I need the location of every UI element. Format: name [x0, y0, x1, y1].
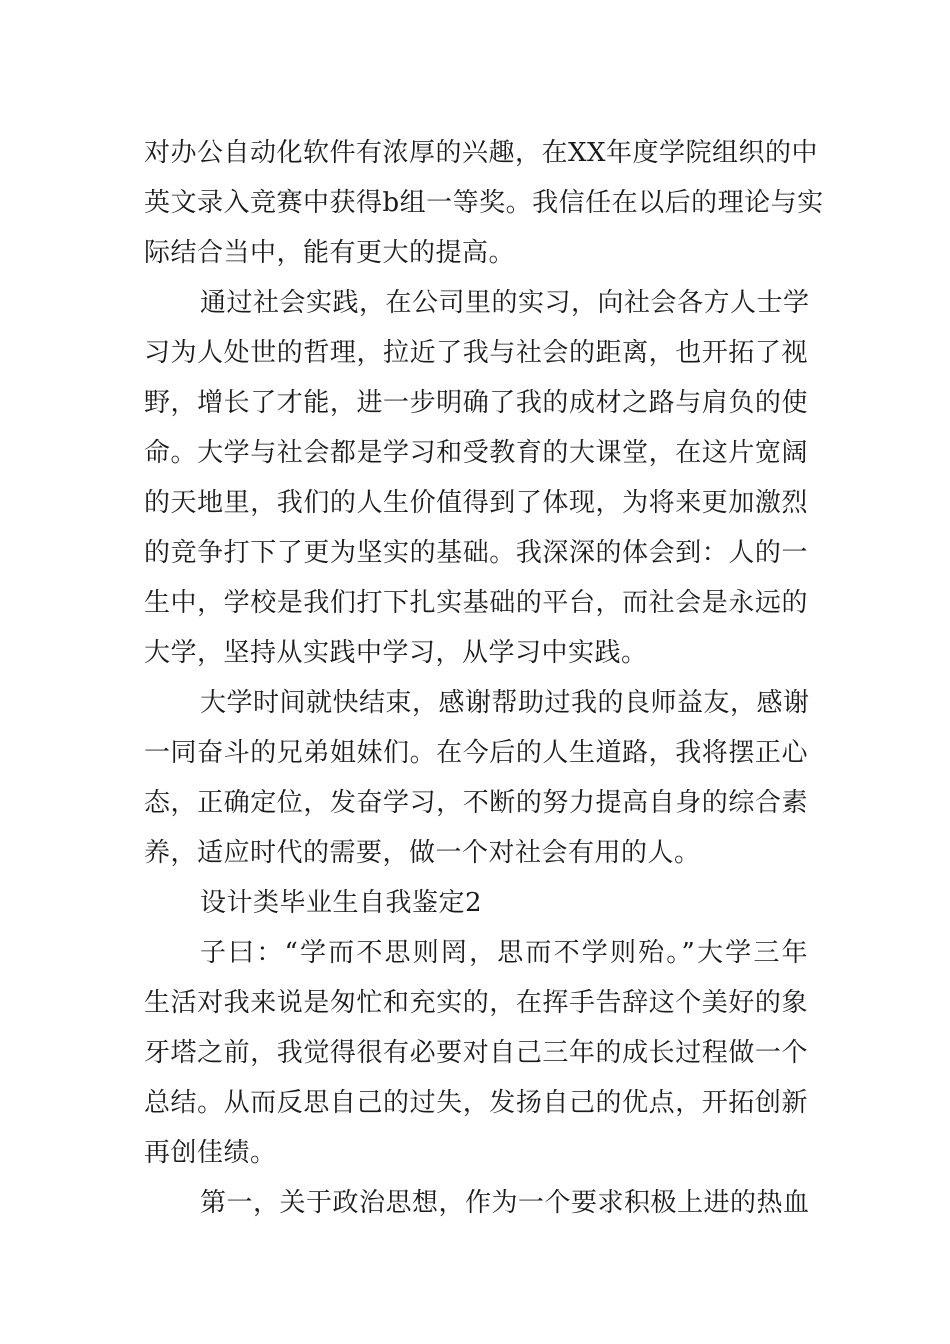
text-line-11: 大学，坚持从实践中学习，从学习中实践。: [144, 638, 648, 668]
text-line-4: 通过社会实践，在公司里的实习，向社会各方人士学: [200, 288, 810, 318]
text-line-17: 子曰：“学而不思则罔，思而不学则殆。”大学三年: [200, 938, 808, 968]
text-line-10: 生中，学校是我们打下扎实基础的平台，而社会是永远的: [144, 588, 808, 618]
text-line-7: 命。大学与社会都是学习和受教育的大课堂，在这片宽阔: [144, 438, 808, 468]
text-line-21: 再创佳绩。: [144, 1138, 277, 1168]
text-line-12: 大学时间就快结束，感谢帮助过我的良师益友，感谢: [200, 688, 810, 718]
text-line-19: 牙塔之前，我觉得很有必要对自己三年的成长过程做一个: [144, 1038, 808, 1068]
text-line-1: 对办公自动化软件有浓厚的兴趣，在XX年度学院组织的中: [144, 138, 819, 168]
text-line-13: 一同奋斗的兄弟姐妹们。在今后的人生道路，我将摆正心: [144, 738, 808, 768]
text-line-14: 态，正确定位，发奋学习，不断的努力提高自身的综合素: [144, 788, 808, 818]
text-line-3: 际结合当中，能有更大的提高。: [144, 238, 516, 268]
text-line-9: 的竞争打下了更为坚实的基础。我深深的体会到：人的一: [144, 538, 808, 568]
text-line-5: 习为人处世的哲理，拉近了我与社会的距离，也开拓了视: [144, 338, 808, 368]
text-line-2: 英文录入竞赛中获得b组一等奖。我信任在以后的理论与实: [144, 188, 824, 218]
section-heading: 设计类毕业生自我鉴定2: [200, 888, 483, 918]
text-line-8: 的天地里，我们的人生价值得到了体现，为将来更加激烈: [144, 488, 808, 518]
document-page: [144, 128, 824, 1228]
text-line-20: 总结。从而反思自己的过失，发扬自己的优点，开拓创新: [144, 1088, 808, 1118]
text-line-6: 野，增长了才能，进一步明确了我的成材之路与肩负的使: [144, 388, 808, 418]
text-line-15: 养，适应时代的需要，做一个对社会有用的人。: [144, 838, 701, 868]
text-line-18: 生活对我来说是匆忙和充实的，在挥手告辞这个美好的象: [144, 988, 808, 1018]
text-line-22: 第一，关于政治思想，作为一个要求积极上进的热血: [200, 1188, 810, 1218]
